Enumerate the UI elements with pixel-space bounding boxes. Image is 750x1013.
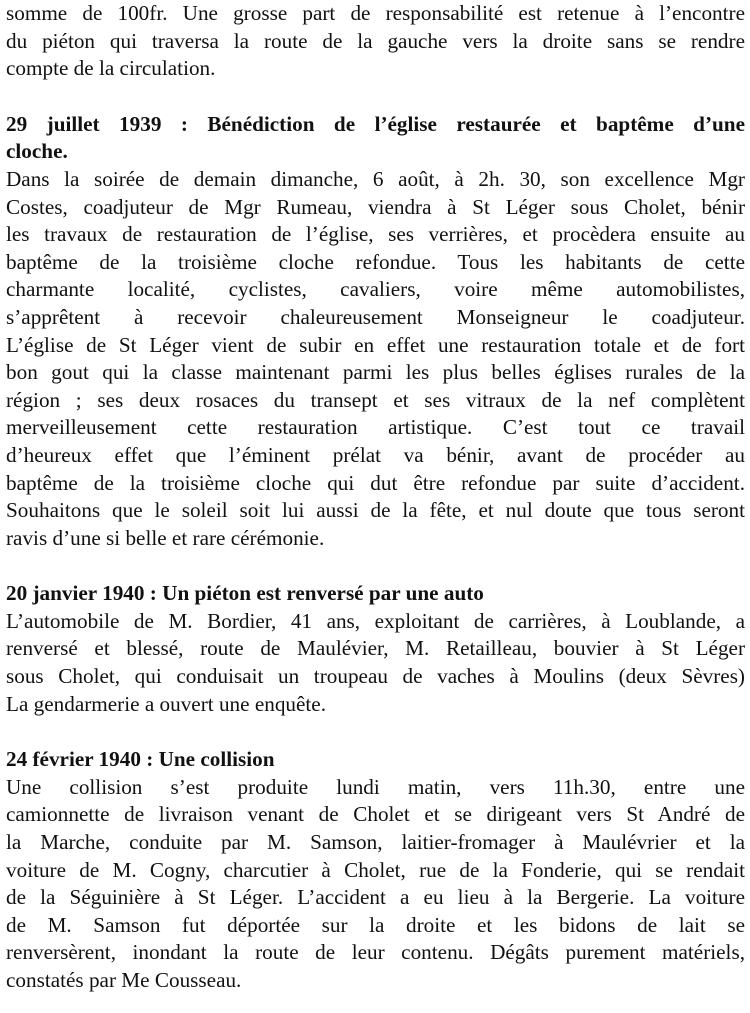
section-body [6,774,745,995]
document-page [6,0,745,995]
text-line: constatés par Me Cousseau. [6,968,242,992]
text-line: de la Séguinière à St Léger. L’accident a eu lieu à la Bergerie. La voiture [6,885,745,910]
text-line: la Marche, conduite par M. Samson, laitier-fromager à Maulévrier et la [6,830,745,855]
text-line: les travaux de restauration de l’église, ses verrières, et procèdera ensuite au [6,222,745,247]
text-line: du piéton qui traversa la route de la gauche vers la droite sans se rendre [6,28,745,53]
text-line: renversèrent, inondant la route de leur contenu. Dégâts purement matériels, [6,940,745,965]
text-line: charmante localité, cyclistes, cavaliers, voire même automobilistes, [6,277,745,302]
heading-line: 24 février 1940 : Une collision [6,747,275,772]
text-line: ravis d’une si belle et rare cérémonie. [6,525,325,550]
text-line: de M. Samson fut déportée sur la droite et les bidons de lait se [6,912,745,937]
article-pieton-renverse [6,580,745,718]
section-body [6,166,745,552]
spacer [6,552,745,580]
text-line: somme de 100fr. Une grosse part de responsabilité est retenue à l’encontre [6,1,745,25]
section-body [6,608,745,718]
section-heading [6,111,745,166]
heading-line: 20 janvier 1940 : Un piéton est renversé par une auto [6,581,484,606]
text-line: baptême de la troisième cloche refondue. Tous les habitants de cette [6,249,745,274]
text-line: L’automobile de M. Bordier, 41 ans, exploitant de carrières, à Loublande, a [6,608,745,633]
text-line: La gendarmerie a ouvert une enquête. [6,691,327,716]
text-line: baptême de la troisième cloche qui dut être refondue par suite d’accident. [6,470,745,495]
text-line: sous Cholet, qui conduisait un troupeau de vaches à Moulins (deux Sèvres) [6,664,745,689]
article-benediction-eglise [6,111,745,553]
spacer [6,718,745,746]
text-line: bon gout qui la classe maintenant parmi les plus belles églises rurales de la [6,360,745,385]
text-line: Dans la soirée de demain dimanche, 6 août, à 2h. 30, son excellence Mgr [6,166,745,191]
text-line: d’heureux effet que l’éminent prélat va bénir, avant de procéder au [6,442,745,467]
text-line: compte de la circulation. [6,56,216,81]
text-line: merveilleusement cette restauration artistique. C’est tout ce travail [6,415,745,440]
text-line: Souhaitons que le soleil soit lui aussi de la fête, et nul doute que tous seront [6,498,745,523]
section-heading [6,746,745,774]
text-line: voiture de M. Cogny, charcutier à Cholet, rue de la Fonderie, qui se rendait [6,857,745,882]
section-heading [6,580,745,608]
text-line: renversé et blessé, route de Maulévier, M. Retailleau, bouvier à St Léger [6,636,745,661]
article-collision [6,746,745,994]
spacer [6,83,745,111]
text-line: L’église de St Léger vient de subir en effet une restauration totale et de fort [6,332,745,357]
text-line: camionnette de livraison venant de Cholet et se dirigeant vers St André de [6,802,745,827]
text-line: Une collision s’est produite lundi matin, vers 11h.30, entre une [6,774,745,799]
text-line: Costes, coadjuteur de Mgr Rumeau, viendra à St Léger sous Cholet, bénir [6,194,745,219]
heading-line: cloche. [6,139,68,164]
heading-line: 29 juillet 1939 : Bénédiction de l’église restaurée et baptême d’une [6,111,745,136]
intro-paragraph [6,0,745,83]
text-line: région ; ses deux rosaces du transept et ses vitraux de la nef complètent [6,387,745,412]
text-line: s’apprêtent à recevoir chaleureusement Monseigneur le coadjuteur. [6,304,745,329]
